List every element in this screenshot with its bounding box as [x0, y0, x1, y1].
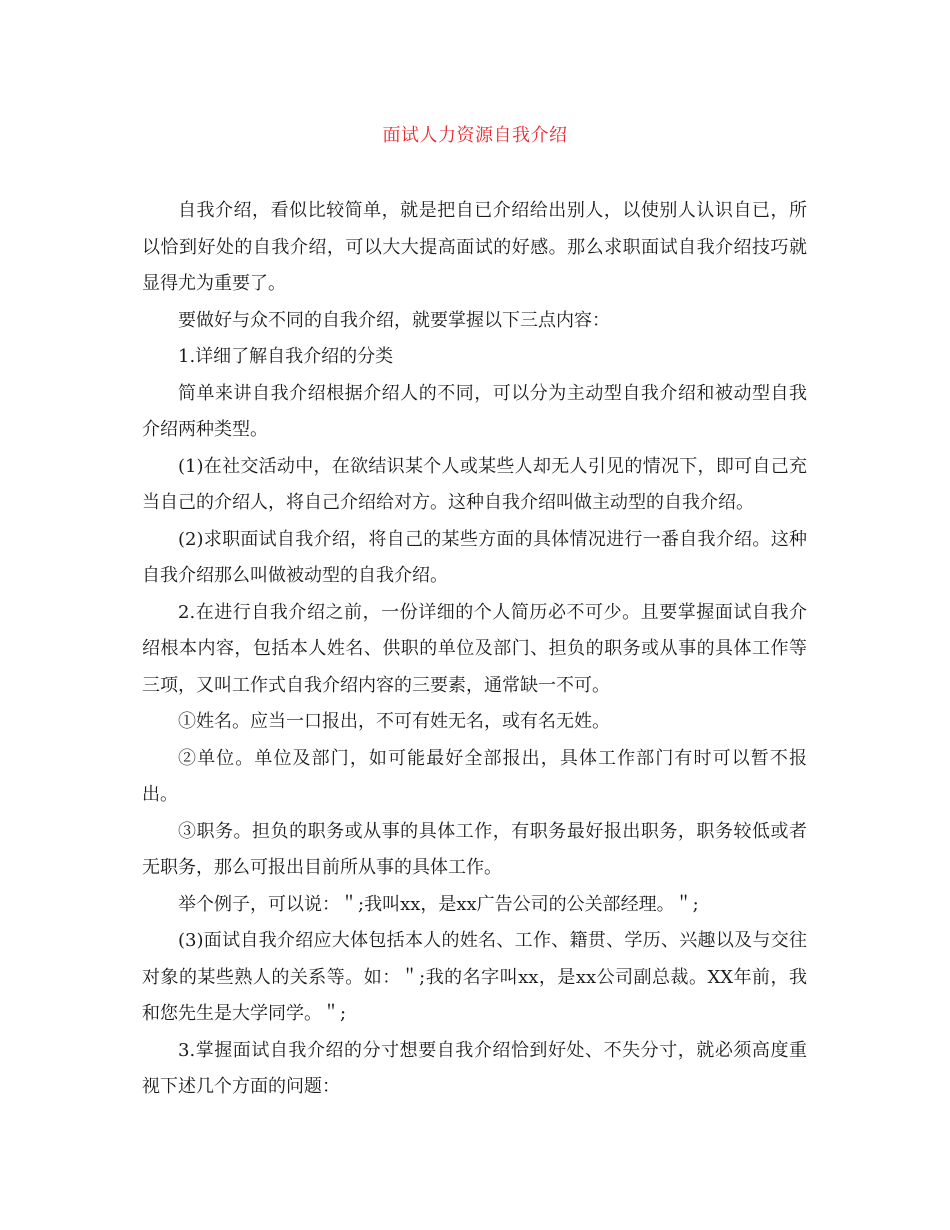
paragraph-name: ①姓名。应当一口报出，不可有姓无名，或有名无姓。	[178, 711, 610, 732]
paragraph-position: ③职务。担负的职务或从事的具体工作，有职务最好报出职务，职务较低或者无职务，那么可报出目前所从事的具体工作。	[142, 820, 807, 878]
document-title: 面试人力资源自我介绍	[382, 125, 568, 146]
paragraph-example: 举个例子，可以说：＂;我叫xx，是xx广告公司的公关部经理。＂;	[178, 893, 699, 915]
paragraph-three-points: 要做好与众不同的自我介绍，就要掌握以下三点内容：	[178, 309, 610, 331]
paragraph-unit: ②单位。单位及部门，如可能最好全部报出，具体工作部门有时可以暂不报出。	[142, 747, 807, 805]
heading-point-1: 1.详细了解自我介绍的分类	[178, 346, 394, 367]
heading-point-3: 3.掌握面试自我介绍的分寸想要自我介绍恰到好处、不失分寸，就必须高度重视下述几个方面的问题：	[142, 1039, 807, 1097]
paragraph-intro: 自我介绍，看似比较简单，就是把自已介绍给出别人，以使别人认识自已，所以恰到好处的自我介绍，可以大大提高面试的好感。那么求职面试自我介绍技巧就显得尤为重要了。	[142, 200, 807, 294]
paragraph-active-type: (1)在社交活动中，在欲结识某个人或某些人却无人引见的情况下，即可自己充当自己的介绍人，将自己介绍给对方。这种自我介绍叫做主动型的自我介绍。	[142, 455, 807, 513]
document-body	[142, 193, 807, 1106]
paragraph-passive-type: (2)求职面试自我介绍，将自己的某些方面的具体情况进行一番自我介绍。这种自我介绍那么叫做被动型的自我介绍。	[142, 528, 807, 586]
paragraph-types: 简单来讲自我介绍根据介绍人的不同，可以分为主动型自我介绍和被动型自我介绍两种类型。	[142, 382, 807, 440]
heading-point-2: 2.在进行自我介绍之前，一份详细的个人简历必不可少。且要掌握面试自我介绍根本内容，包括本人姓名、供职的单位及部门、担负的职务或从事的具体工作等三项，又叫工作式自我介绍内容的三要素，通常缺一不可。	[142, 601, 807, 696]
paragraph-interview-content: (3)面试自我介绍应大体包括本人的姓名、工作、籍贯、学历、兴趣以及与交往对象的某些熟人的关系等。如：＂;我的名字叫xx，是xx公司副总裁。XX年前，我和您先生是大学同学。＂;	[142, 930, 807, 1024]
